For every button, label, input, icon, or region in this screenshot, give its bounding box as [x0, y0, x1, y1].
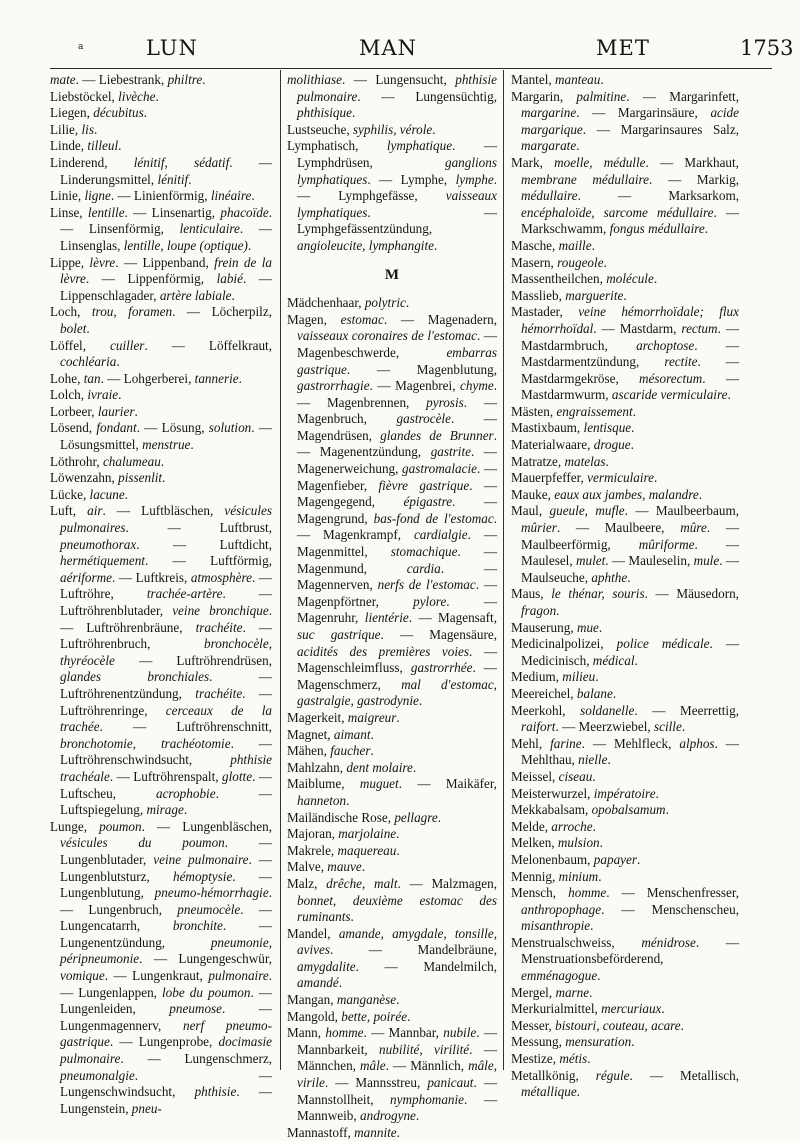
dictionary-entry: Mann, homme. — Mannbar, nubile. — Mannbarkeit, nubilité, virilité. — Männchen, mâle. — Männlich, mâle, virile. — Mannsstreu, panicaut. — Mannstollheit, nymphomanie. — Mannweib, androgyne. [287, 1025, 498, 1124]
column-1 [50, 72, 273, 1116]
middle-running-head: MAN [359, 36, 418, 60]
dictionary-entry: Menstrualschweiss, ménidrose. — Menstruationsbeförderend, emménagogue. [511, 934, 739, 984]
left-running-head: LUN [146, 36, 198, 60]
dictionary-entry: Meerkohl, soldanelle. — Meerrettig, raifort. — Meerzwiebel, scille. [511, 702, 739, 735]
dictionary-entry: Mangan, manganèse. [287, 992, 400, 1008]
dictionary-entry: Mailändische Rose, pellagre. [287, 809, 442, 825]
dictionary-entry: Meissel, ciseau. [511, 768, 596, 784]
dictionary-entry: Metallkönig, régule. — Metallisch, métallique. [511, 1067, 740, 1100]
dictionary-entry: Mästen, engraissement. [511, 403, 636, 419]
dictionary-entry: Mannastoff, mannite. [287, 1124, 400, 1140]
dictionary-entry: Mangold, bette, poirée. [287, 1008, 411, 1024]
page-number: 1753 [740, 36, 794, 60]
dictionary-entry: Lohe, tan. — Lohgerberei, tannerie. [50, 370, 242, 386]
dictionary-entry: molithiase. — Lungensucht, phthisie pulmonaire. — Lungensüchtig, phthisique. [287, 72, 497, 121]
dictionary-entry: Medicinalpolizei, police médicale. — Medicinisch, médical. [511, 636, 740, 668]
dictionary-entry: Mekkabalsam, opobalsamum. [511, 802, 669, 818]
dictionary-entry: Masche, maille. [511, 237, 595, 253]
dictionary-entry: Mähen, faucher. [287, 743, 374, 759]
dictionary-entry: Lolch, ivraie. [50, 387, 122, 403]
dictionary-entry: Medium, milieu. [511, 669, 599, 685]
dictionary-entry: Maiblume, muguet. — Maikäfer, hanneton. [287, 776, 497, 808]
dictionary-entry: Lorbeer, laurier. [50, 403, 138, 419]
dictionary-entry: Lippe, lèvre. — Lippenband, frein de la lèvre. — Lippenförmig, labié. — Lippenschlagader, artère labiale. [50, 254, 272, 303]
page-header [0, 36, 800, 66]
dictionary-entry: Massentheilchen, molécule. [511, 271, 658, 287]
dictionary-entry: Linde, tilleul. [50, 138, 122, 154]
dictionary-entry: Mädchenhaar, polytric. [287, 295, 410, 311]
dictionary-entry: Mantel, manteau. [511, 72, 604, 87]
dictionary-entry: Lücke, lacune. [50, 486, 128, 502]
dictionary-entry: Mehl, farine. — Mehlfleck, alphos. — Mehlthau, nielle. [511, 735, 739, 768]
dictionary-entry: Malve, mauve. [287, 859, 366, 875]
dictionary-entry: Masslieb, marguerite. [511, 287, 627, 303]
dictionary-entry: Mandel, amande, amygdale, tonsille, avives. — Mandelbräune, amygdalite. — Mandelmilch, amandé. [287, 925, 497, 991]
dictionary-entry: Matratze, matelas. [511, 453, 609, 469]
dictionary-entry: Mastader, veine hémorrhoïdale; flux hémorrhoïdal. — Mastdarm, rectum. — Mastdarmbruch, archoptose. — Mastdarmentzündung, rectite. — Mastdarmgekröse, mésorectum. — Mastdarmwurm, ascaride vermiculaire. [511, 304, 740, 403]
dictionary-entry: Materialwaare, drogue. [511, 437, 634, 453]
dictionary-entry: Löthrohr, chalumeau. [50, 453, 165, 469]
dictionary-entry: Messung, mensuration. [511, 1034, 635, 1050]
dictionary-entry: Meereichel, balane. [511, 685, 617, 701]
dictionary-entry: Merkurialmittel, mercuriaux. [511, 1001, 665, 1017]
dictionary-entry: Meisterwurzel, impératoire. [511, 785, 659, 801]
dictionary-entry: Majoran, marjolaine. [287, 826, 400, 842]
dictionary-entry: Mahlzahn, dent molaire. [287, 759, 417, 775]
dictionary-entry: Melde, arroche. [511, 818, 596, 834]
dictionary-entry: Mauke, eaux aux jambes, malandre. [511, 486, 703, 502]
dictionary-entry: Melken, mulsion. [511, 835, 603, 851]
dictionary-entry: Mensch, homme. — Menschenfresser, anthropophage. — Menschenscheu, misanthropie. [511, 885, 739, 934]
dictionary-entry: Luft, air. — Luftbläschen, vésicules pulmonaires. — Luftbrust, pneumothorax. — Luftdicht, hermétiquement. — Luftförmig, aériforme. — Luftkreis, atmosphère. — Luftröhre, trachée-artère. — Luftröhrenblutader, veine bronchique. — Luftröhrenbräune, trachéite. — Luftröhrenbruch, bronchocèle, thyréocèle — Luftröhrendrüsen, glandes bronchiales. — Luftröhrenentzündung, trachéite. — Luftröhrenringe, cerceaux de la trachée. — Luftröhrenschnitt, bronchotomie, trachéotomie. — Luftröhrenschwindsucht, phthisie trachéale. — Luftröhrenspalt, glotte. — Luftscheu, acrophobie. — Luftspiegelung, mirage. [50, 503, 273, 818]
dictionary-entry: Messer, bistouri, couteau, acare. [511, 1017, 684, 1033]
dictionary-entry: mate. — Liebestrank, philtre. [50, 72, 206, 87]
dictionary-entry: Lunge, poumon. — Lungenbläschen, vésicules du poumon. — Lungenblutader, veine pulmonaire. — Lungenblutsturz, hémoptysie. — Lungenblutung, pneumo-hémorrhagie. — Lungenbruch, pneumocèle. — Lungencatarrh, bronchite. — Lungenentzündung, pneumonie, péripneumonie. — Lungengeschwür, vomique. — Lungenkraut, pulmonaire. — Lungenlappen, lobe du poumon. — Lungenleiden, pneumose. — Lungenmagennerv, nerf pneumo-gastrique. — Lungenprobe, docimasie pulmonaire. — Lungenschmerz, pneumonalgie. — Lungenschwindsucht, phthisie. — Lungenstein, pneu- [50, 818, 273, 1116]
column-divider-1 [280, 70, 281, 1070]
column-2 [287, 72, 498, 1140]
dictionary-entry: Mennig, minium. [511, 868, 602, 884]
header-rule [50, 68, 772, 69]
dictionary-entry: Liebstöckel, livèche. [50, 88, 159, 104]
dictionary-entry: Mastixbaum, lentisque. [511, 420, 635, 436]
dictionary-entry: Liegen, décubitus. [50, 105, 148, 121]
dictionary-entry: Melonenbaum, papayer. [511, 851, 641, 867]
dictionary-entry: Mark, moelle, médulle. — Markhaut, membrane médullaire. — Markig, médullaire. — Marksarkom, encéphaloïde, sarcome médullaire. — Markschwamm, fongus médullaire. [511, 154, 740, 237]
dictionary-entry: Mauerpfeffer, vermiculaire. [511, 470, 658, 486]
dictionary-entry: Maul, gueule, mufle. — Maulbeerbaum, mûrier. — Maulbeere, mûre. — Maulbeerförmig, mûriforme. — Maulesel, mulet. — Mauleselin, mule. — Maulseuche, aphthe. [511, 503, 740, 585]
dictionary-entry: Maus, le thénar, souris. — Mäusedorn, fragon. [511, 586, 739, 618]
right-running-head: MET [596, 36, 650, 60]
header-mark: a [78, 42, 84, 52]
dictionary-entry: Linie, ligne. — Linienförmig, linéaire. [50, 188, 255, 204]
dictionary-entry: Margarin, palmitine. — Margarinfett, margarine. — Margarinsäure, acide margarique. — Margarinsaures Salz, margarate. [511, 88, 739, 154]
dictionary-entry: Makrele, maquereau. [287, 842, 400, 858]
dictionary-entry: Magerkeit, maigreur. [287, 709, 400, 725]
dictionary-entry: Lustseuche, syphilis, vérole. [287, 121, 436, 137]
dictionary-entry: Magen, estomac. — Magenadern, vaisseaux coronaires de l'estomac. — Magenbeschwerde, embarras gastrique. — Magenblutung, gastrorrhagie. — Magenbrei, chyme. — Magenbrennen, pyrosis. — Magenbruch, gastrocèle. — Magendrüsen, glandes de Brunner. — Magenentzündung, gastrite. — Magenerweichung, gastromalacie. — Magenfieber, fièvre gastrique. — Magengegend, épigastre. — Magengrund, bas-fond de l'estomac. — Magenkrampf, cardialgie. — Magenmittel, stomachique. — Magenmund, cardia. — Magennerven, nerfs de l'estomac. — Magenpförtner, pylore. — Magenruhr, lientérie. — Magensaft, suc gastrique. — Magensäure, acidités des premières voies. — Magenschleimfluss, gastrorrhée. — Magenschmerz, mal d'estomac, gastralgie, gastrodynie. [287, 311, 498, 709]
dictionary-entry: Linderend, lénitif, sédatif. — Linderungsmittel, lénitif. [50, 154, 272, 187]
column-3 [511, 72, 740, 1100]
dictionary-entry: Löwenzahn, pissenlit. [50, 470, 166, 486]
dictionary-entry: Masern, rougeole. [511, 254, 607, 270]
section-letter-heading: M [384, 266, 400, 283]
dictionary-entry: Lösend, fondant. — Lösung, solution. — Lösungsmittel, menstrue. [50, 420, 272, 453]
dictionary-entry: Löffel, cuiller. — Löffelkraut, cochléaria. [50, 337, 272, 370]
dictionary-entry: Lilie, lis. [50, 121, 98, 137]
dictionary-entry: Loch, trou, foramen. — Löcherpilz, bolet. [50, 304, 272, 336]
dictionary-entry: Lymphatisch, lymphatique. — Lymphdrüsen, ganglions lymphatiques. — Lymphe, lymphe. — Lymphgefässe, vaisseaux lymphatiques. — Lymphgefässentzündung, angioleucite, lymphangite. [287, 138, 497, 253]
dictionary-entry: Linse, lentille. — Linsenartig, phacoïde. — Linsenförmig, lenticulaire. — Linsenglas, lentille, loupe (optique). [50, 204, 272, 253]
dictionary-entry: Mergel, marne. [511, 984, 593, 1000]
dictionary-entry: Mestize, métis. [511, 1051, 591, 1067]
dictionary-entry: Mauserung, mue. [511, 619, 603, 635]
dictionary-entry: Magnet, aimant. [287, 726, 374, 742]
dictionary-entry: Malz, drêche, malt. — Malzmagen, bonnet, deuxième estomac des ruminants. [287, 875, 497, 925]
column-divider-2 [503, 70, 504, 1070]
